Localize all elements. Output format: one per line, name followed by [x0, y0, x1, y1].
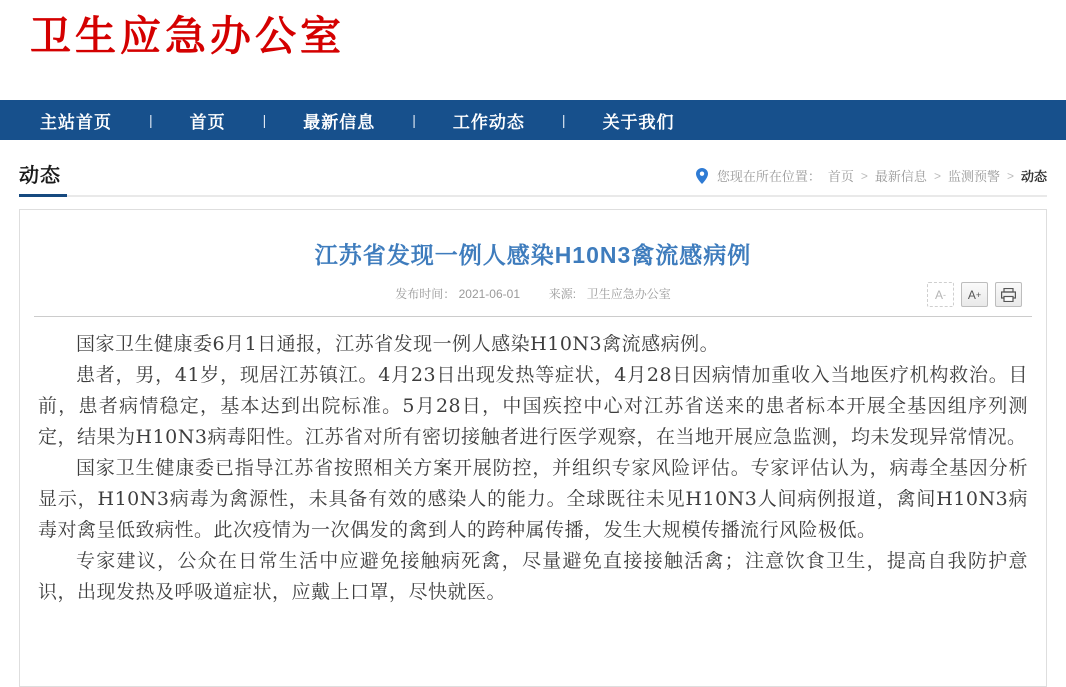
breadcrumb-prefix: 您现在所在位置： — [716, 169, 821, 184]
article-paragraph: 患者，男，41岁，现居江苏镇江。4月23日出现发热等症状，4月28日因病情加重收入当地医疗机构救治。目前，患者病情稳定，基本达到出院标准。5月28日，中国疾控中心对江苏省送来的患者标本开展全基因组序列测定，结果为H10N3病毒阳性。江苏省对所有密切接触者进行医学观察，在当地开展应急监测，均未发现异常情况。 — [38, 364, 1028, 448]
nav-item-latest-news[interactable]: 最新信息 — [303, 112, 376, 132]
breadcrumb-separator: > — [933, 168, 941, 183]
section-header-row — [19, 160, 1047, 197]
nav-item-portal-home[interactable]: 主站首页 — [40, 112, 112, 132]
nav-item-about-us[interactable]: 关于我们 — [602, 112, 675, 132]
font-decrease-label: A — [934, 287, 943, 302]
breadcrumb — [696, 166, 1047, 195]
breadcrumb-item-latest-news[interactable]: 最新信息 — [874, 169, 927, 184]
breadcrumb-item-monitoring-alerts[interactable]: 监测预警 — [947, 169, 1000, 184]
nav-separator: | — [149, 112, 153, 128]
nav-separator: | — [262, 112, 267, 128]
article-paragraph: 专家建议，公众在日常生活中应避免接触病死禽，尽量避免直接接触活禽；注意饮食卫生，提高自我防护意识，出现发热及呼吸道症状，应戴上口罩，尽快就医。 — [38, 550, 1028, 603]
printer-icon — [1001, 288, 1016, 302]
breadcrumb-item-current: 动态 — [1020, 169, 1047, 184]
breadcrumb-separator: > — [860, 168, 868, 183]
publish-date: 2021-06-01 — [458, 287, 520, 301]
font-increase-label: A — [967, 287, 976, 302]
nav-item-work-updates[interactable]: 工作动态 — [452, 112, 525, 132]
article-title: 江苏省发现一例人感染H10N3禽流感病例 — [314, 242, 752, 268]
nav-item-home[interactable]: 首页 — [189, 112, 226, 132]
main-nav — [0, 100, 1066, 140]
print-button[interactable] — [995, 282, 1022, 307]
article-paragraph: 国家卫生健康委已指导江苏省按照相关方案开展防控，并组织专家风险评估。专家评估认为，病毒全基因分析显示，H10N3病毒为禽源性，未具备有效的感染人的能力。全球既往未见H10N3人间病例报道，禽间H10N3病毒对禽呈低致病性。此次疫情为一次偶发的禽到人的跨种属传播，发生大规模传播流行风险极低。 — [38, 457, 1028, 541]
nav-separator: | — [561, 112, 566, 128]
article-divider — [34, 316, 1032, 317]
breadcrumb-item-home[interactable]: 首页 — [827, 169, 854, 184]
site-header — [0, 0, 1066, 100]
font-increase-button[interactable]: A + — [961, 282, 988, 307]
font-decrease-button[interactable]: A - — [927, 282, 954, 307]
article-body — [34, 329, 1032, 608]
breadcrumb-separator: > — [1006, 168, 1014, 183]
article-toolbar — [927, 282, 1022, 307]
nav-separator: | — [412, 112, 416, 128]
location-pin-icon — [696, 168, 708, 184]
site-title: 卫生应急办公室 — [30, 13, 345, 59]
section-title: 动态 — [19, 159, 67, 197]
source-value: 卫生应急办公室 — [586, 287, 671, 301]
source-label: 来源: — [548, 287, 577, 301]
article-container — [19, 209, 1047, 687]
article-meta — [34, 285, 1032, 302]
publish-time-label: 发布时间： — [395, 287, 456, 301]
article-paragraph: 国家卫生健康委6月1日通报，江苏省发现一例人感染H10N3禽流感病例。 — [76, 333, 720, 355]
